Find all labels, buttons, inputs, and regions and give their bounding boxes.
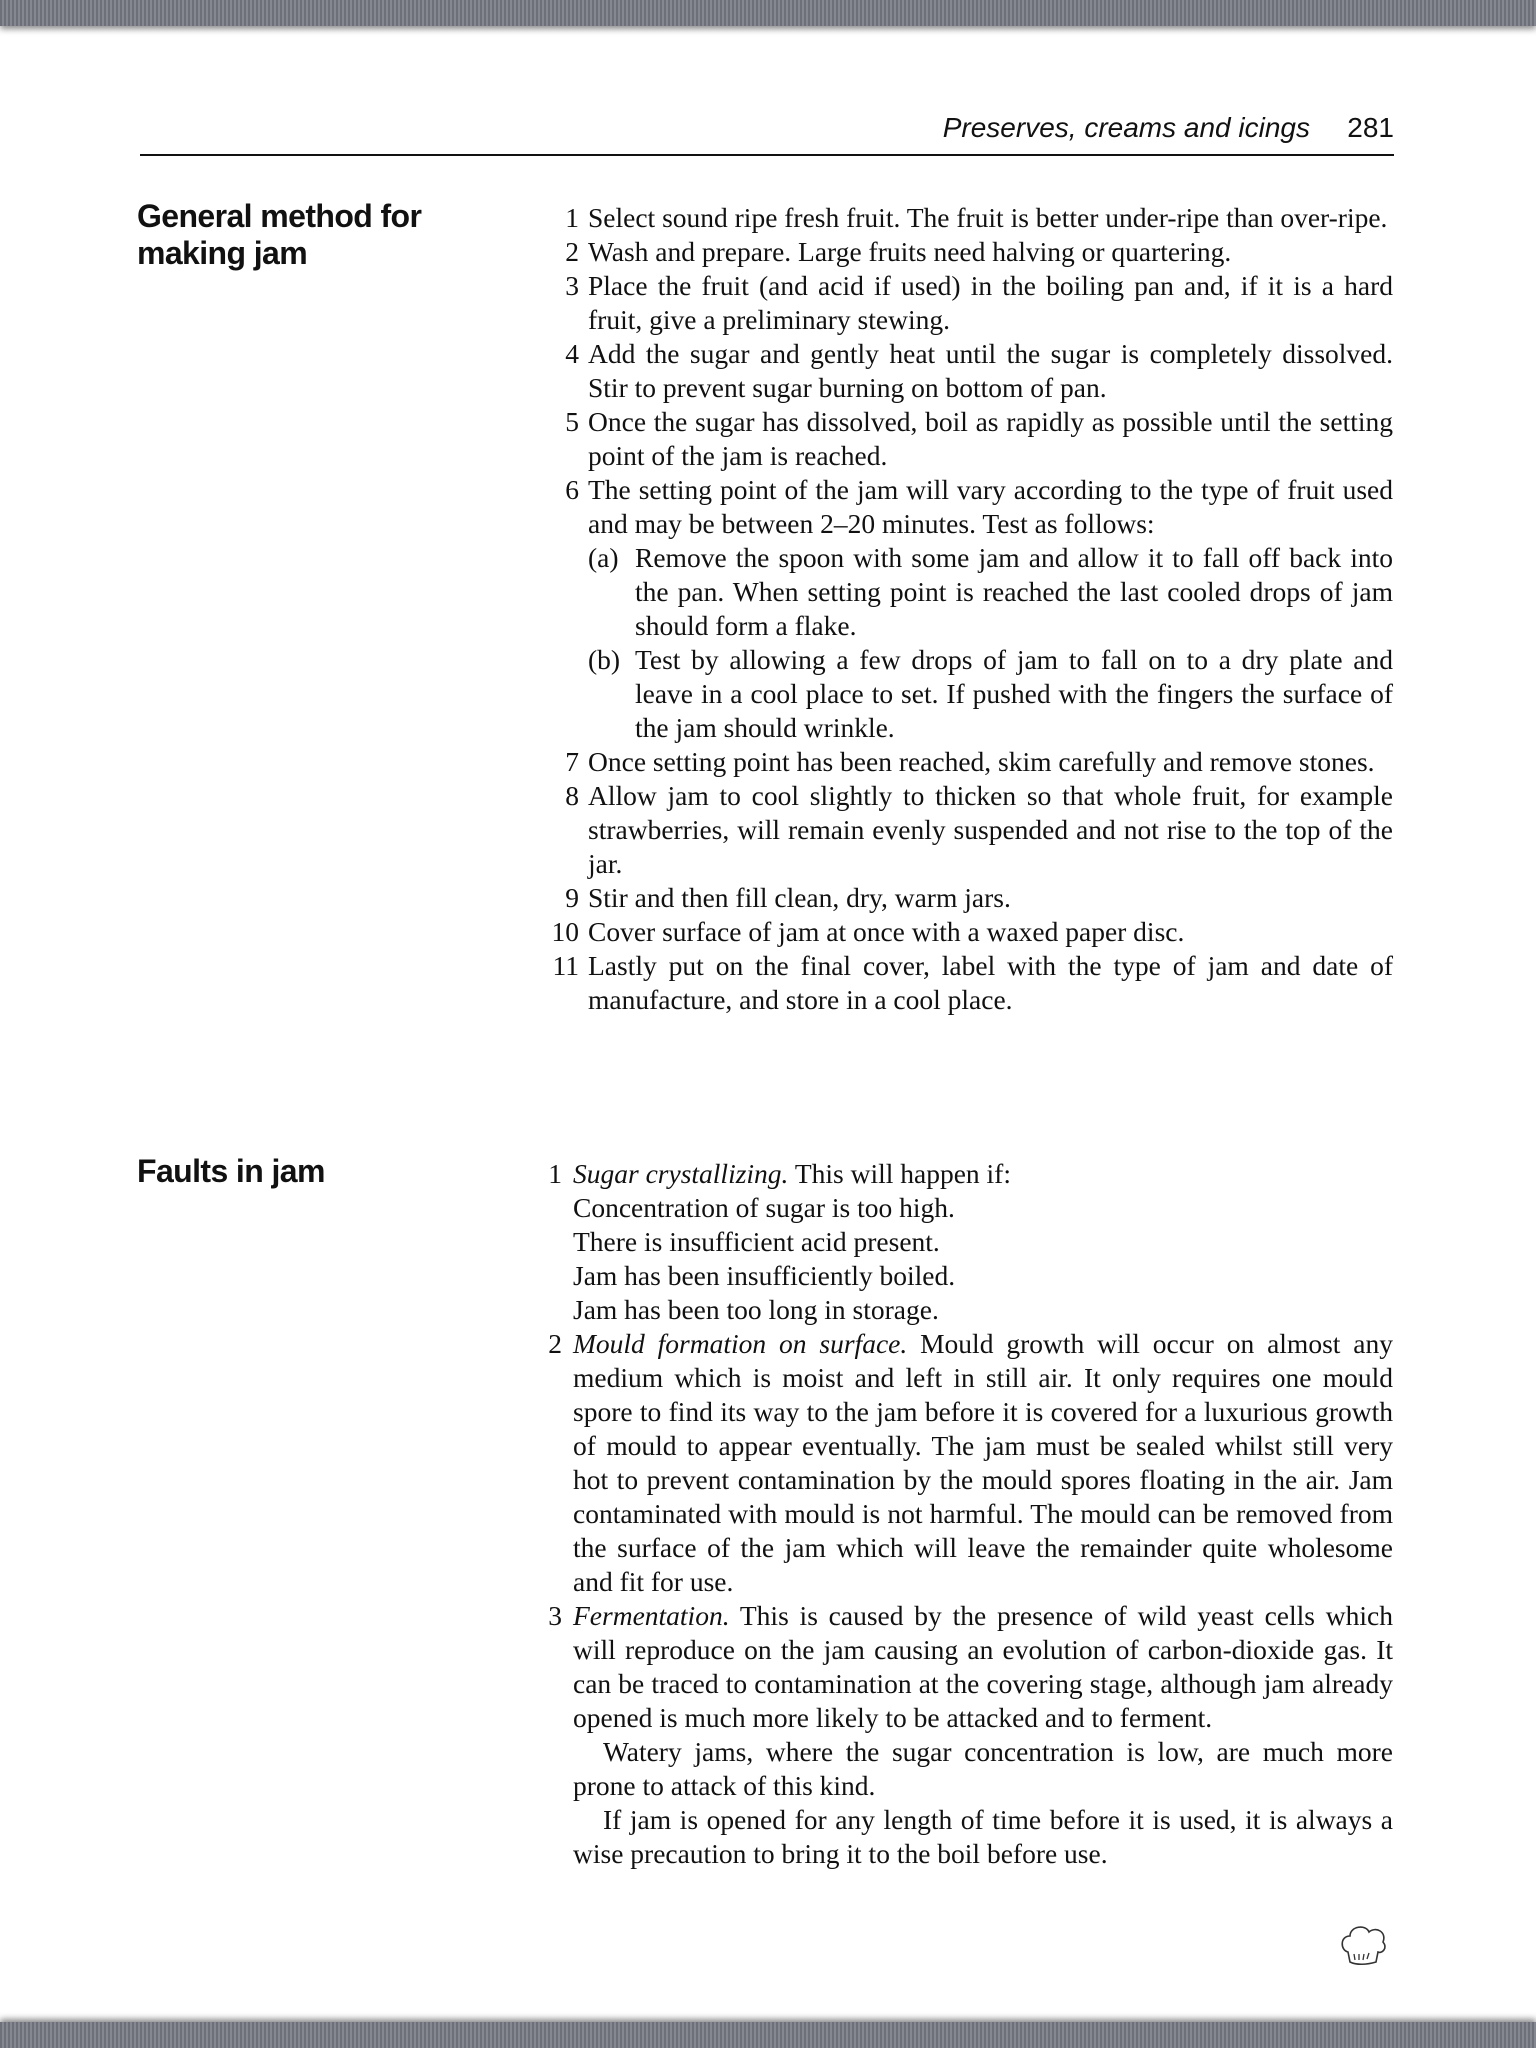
item-text: Once the sugar has dissolved, boil as rapidly as possible until the setting point of the jam is reached. [588, 406, 1393, 471]
chef-hat-icon [1338, 1922, 1388, 1966]
list-item [540, 1327, 1393, 1599]
item-text: Lastly put on the final cover, label with the type of jam and date of manufacture, and store in a cool place. [588, 950, 1393, 1015]
item-number: 6 [565, 474, 579, 505]
item-text: Wash and prepare. Large fruits need halving or quartering. [588, 236, 1232, 267]
item-text: Select sound ripe fresh fruit. The fruit is better under-ripe than over-ripe. [588, 202, 1388, 233]
item-text: Add the sugar and gently heat until the sugar is completely dissolved. Stir to prevent sugar burning on bottom of pan. [588, 338, 1393, 403]
item-number: 3 [565, 270, 579, 301]
item-text: This will happen if: [794, 1158, 1011, 1189]
item-number: 1 [565, 202, 579, 233]
item-text: Stir and then fill clean, dry, warm jars. [588, 882, 1011, 913]
condition-line: There is insufficient acid present. [573, 1226, 940, 1257]
list-item [545, 201, 1393, 235]
faults-list [540, 1157, 1393, 1871]
item-number: 1 [548, 1158, 562, 1189]
running-header [140, 110, 1394, 156]
list-item [545, 269, 1393, 337]
item-text: Mould growth will occur on almost any medium which is moist and left in still air. It only requires one mould spore to find its way to the jam before it is covered for a luxurious growth of mould to appear eventually. The jam must be sealed whilst still very hot to prevent contamination by the mould spores floating in the air. Jam contaminated with mould is not harmful. The mould can be removed from the surface of the jam which will leave the remainder quite wholesome and fit for use. [573, 1328, 1393, 1597]
sub-item-label: (a) [588, 542, 619, 573]
sub-list-item [588, 643, 1393, 745]
list-item [545, 779, 1393, 881]
sub-item-text: Remove the spoon with some jam and allow it to fall off back into the pan. When setting point is reached the last cooled drops of jam should form a flake. [635, 542, 1393, 641]
section-heading-faults: Faults in jam [137, 1153, 325, 1189]
paragraph: If jam is opened for any length of time before it is used, it is always a wise precaution to bring it to the boil before use. [573, 1804, 1393, 1869]
sub-item-text: Test by allowing a few drops of jam to fall on to a dry plate and leave in a cool place to set. If pushed with the fingers the surface of the jam should wrinkle. [635, 644, 1393, 743]
running-title: Preserves, creams and icings [942, 112, 1310, 143]
item-number: 2 [548, 1328, 562, 1359]
item-number: 3 [548, 1600, 562, 1631]
page-number: 281 [1347, 112, 1394, 143]
item-number: 11 [552, 950, 579, 981]
test-sub-list [588, 541, 1393, 745]
condition-line: Jam has been insufficiently boiled. [573, 1260, 956, 1291]
item-text: Place the fruit (and acid if used) in the boiling pan and, if it is a hard fruit, give a preliminary stewing. [588, 270, 1393, 335]
list-item [545, 881, 1393, 915]
list-item [545, 337, 1393, 405]
item-number: 9 [565, 882, 579, 913]
viewer-bottom-bar [0, 2022, 1536, 2048]
item-text: This is caused by the presence of wild yeast cells which will reproduce on the jam causing an evolution of carbon-dioxide gas. It can be traced to contamination at the covering stage, although jam already opened is much more likely to be attacked and to ferment. [573, 1600, 1393, 1733]
item-text: Once setting point has been reached, skim carefully and remove stones. [588, 746, 1375, 777]
fault-title: Sugar crystallizing. [573, 1158, 789, 1189]
paragraph: Watery jams, where the sugar concentration is low, are much more prone to attack of this kind. [573, 1736, 1393, 1801]
fault-title: Mould formation on surface. [573, 1328, 908, 1359]
item-number: 10 [551, 916, 579, 947]
list-item [540, 1599, 1393, 1871]
item-number: 8 [565, 780, 579, 811]
viewer-top-bar [0, 0, 1536, 26]
list-item [545, 745, 1393, 779]
item-text: The setting point of the jam will vary according to the type of fruit used and may be between 2–20 minutes. Test as follows: [588, 474, 1393, 539]
fault-title: Fermentation. [573, 1600, 730, 1631]
item-text: Allow jam to cool slightly to thicken so that whole fruit, for example strawberries, will remain evenly suspended and not rise to the top of the jar. [588, 780, 1393, 879]
condition-line: Concentration of sugar is too high. [573, 1192, 955, 1223]
list-item [545, 949, 1393, 1017]
list-item [545, 473, 1393, 745]
item-number: 5 [565, 406, 579, 437]
general-method-list [545, 201, 1393, 1017]
item-text: Cover surface of jam at once with a waxed paper disc. [588, 916, 1185, 947]
section-heading-general-method: General method for making jam [137, 198, 422, 271]
sub-list-item [588, 541, 1393, 643]
list-item [540, 1157, 1393, 1327]
list-item [545, 235, 1393, 269]
list-item [545, 405, 1393, 473]
sub-item-label: (b) [588, 644, 621, 675]
item-number: 2 [565, 236, 579, 267]
condition-line: Jam has been too long in storage. [573, 1294, 939, 1325]
item-number: 7 [565, 746, 579, 777]
item-number: 4 [565, 338, 579, 369]
list-item [545, 915, 1393, 949]
